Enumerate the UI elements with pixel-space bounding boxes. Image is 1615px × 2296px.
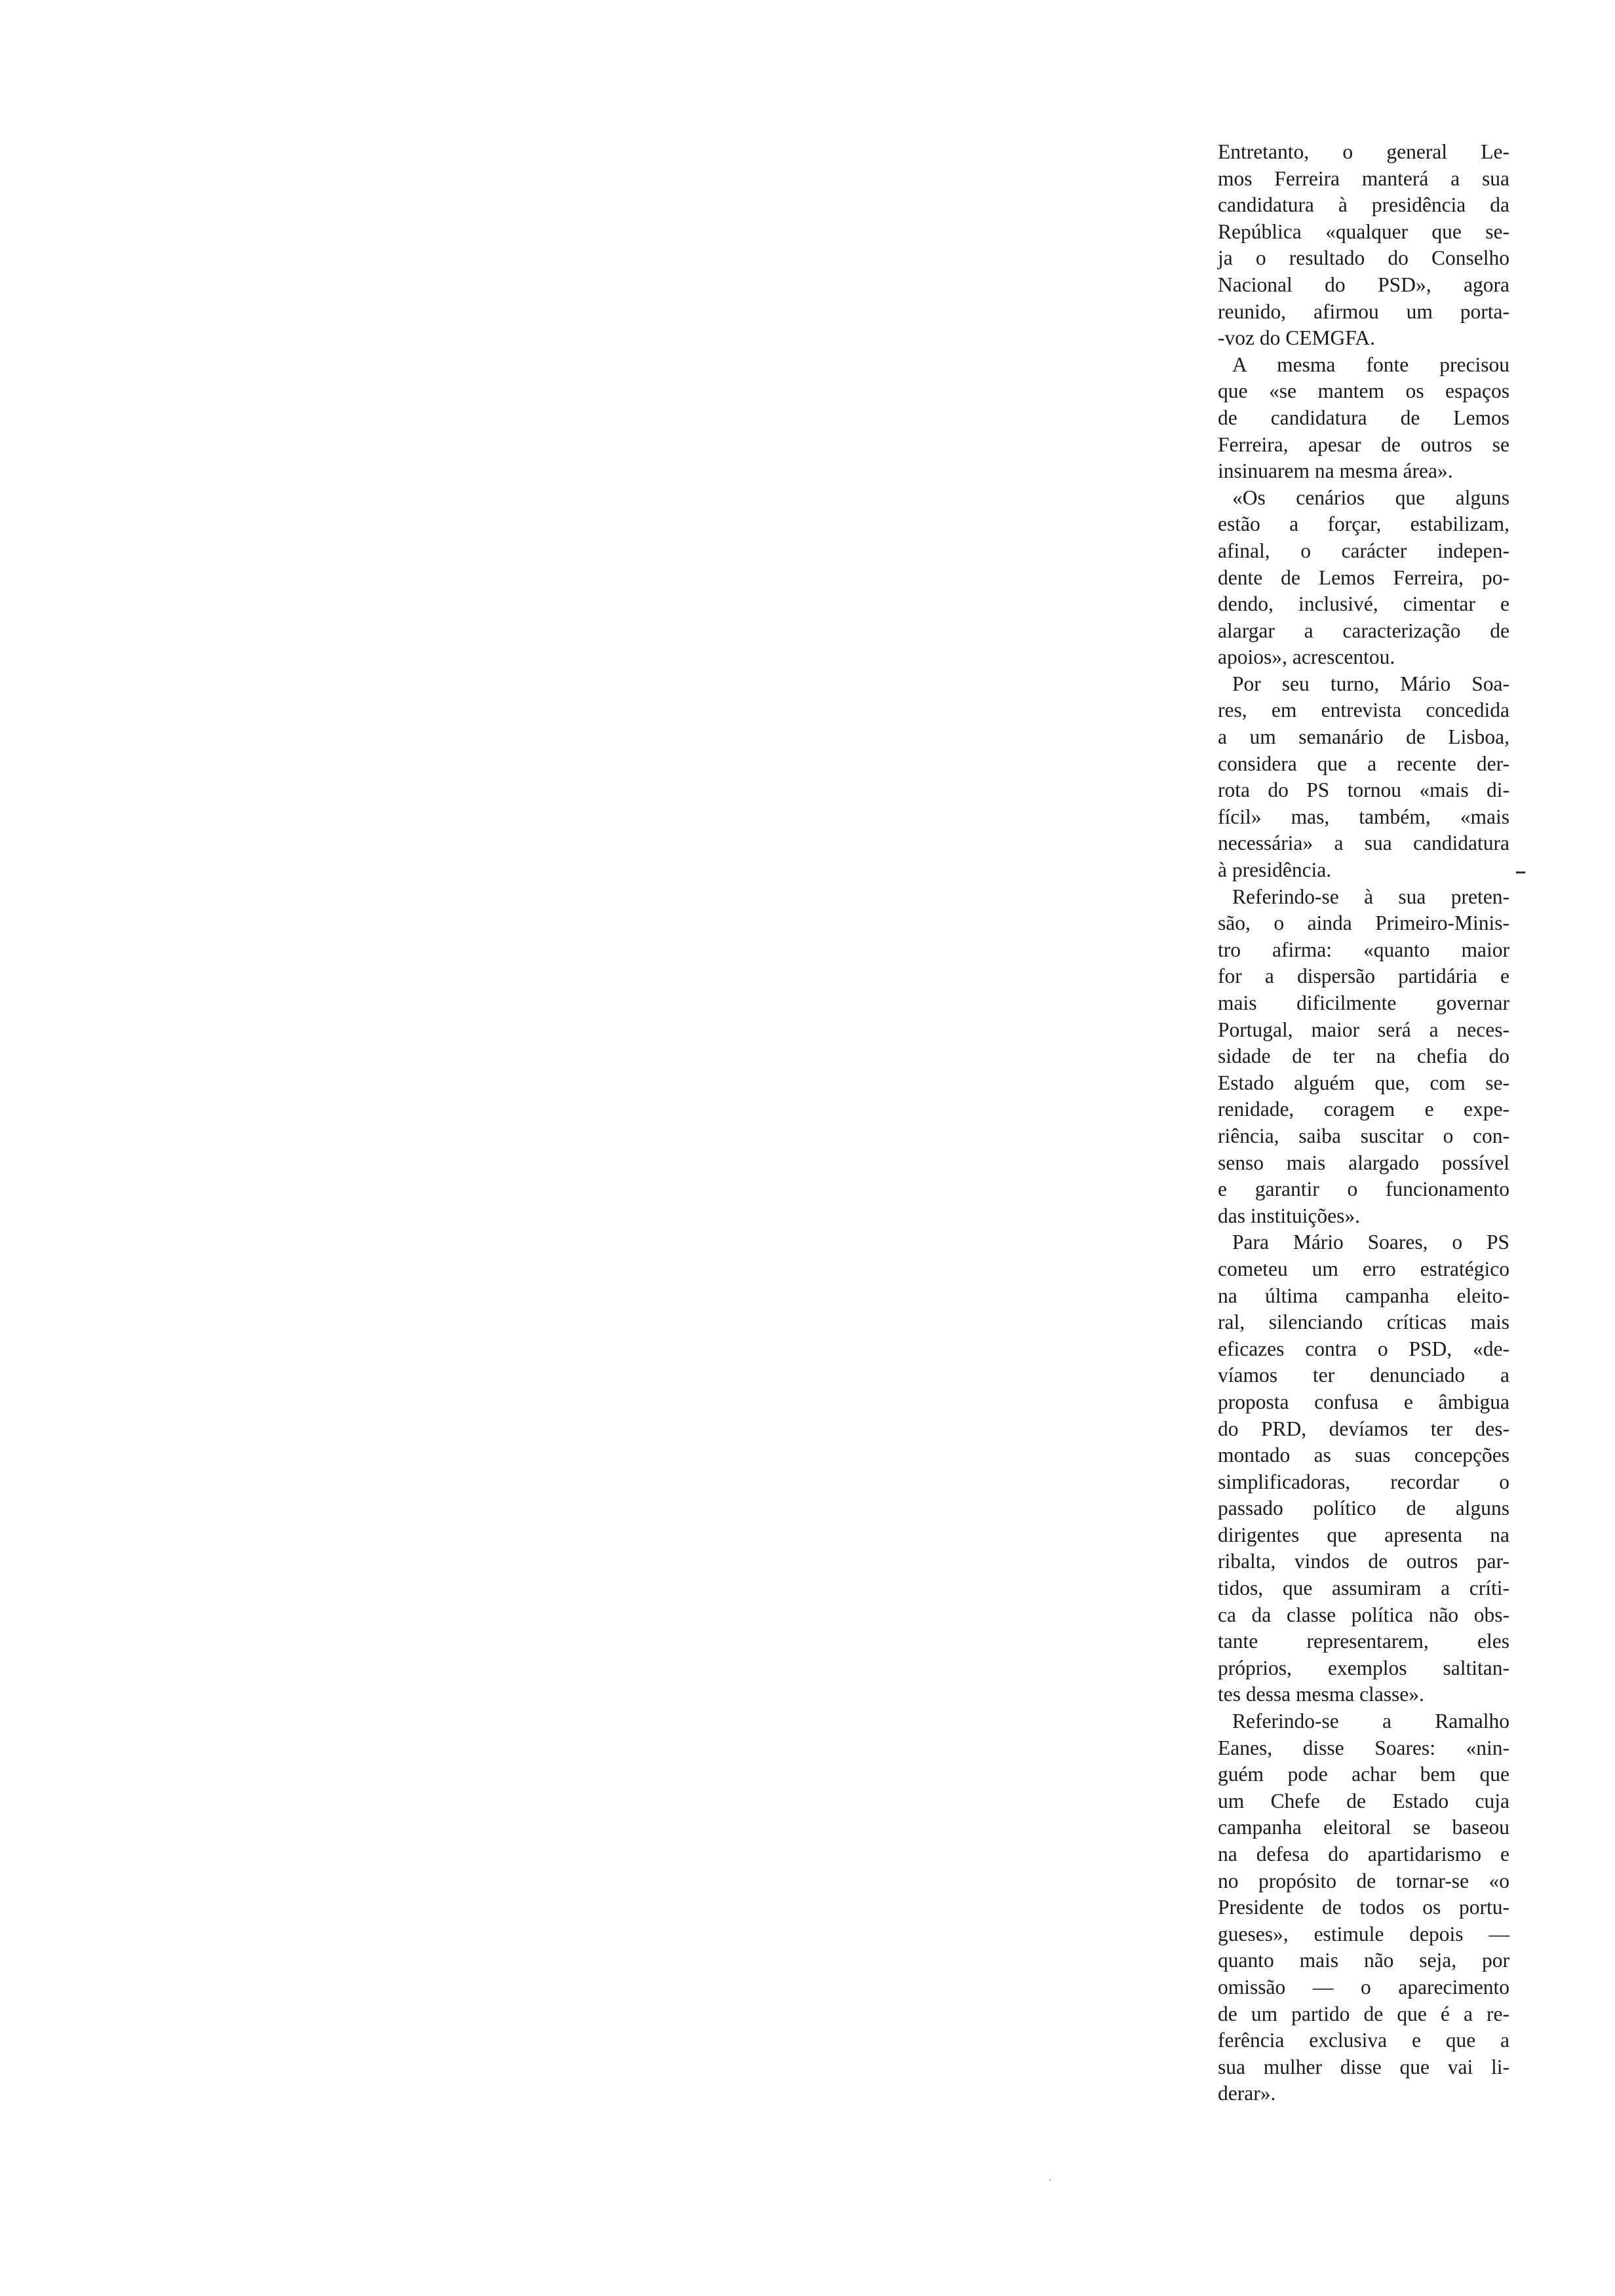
text-line: guém pode achar bem que [1218, 1763, 1509, 1786]
text-line: Referindo-se à sua preten- [1232, 885, 1509, 908]
text-line: passado político de alguns [1218, 1497, 1509, 1520]
text-line: mos Ferreira manterá a sua [1218, 166, 1509, 190]
article-paragraph [1218, 352, 1509, 485]
text-line: ferência exclusiva e que a [1218, 2029, 1509, 2052]
text-line: A mesma fonte precisou [1232, 353, 1509, 376]
article-paragraph [1218, 884, 1509, 1230]
text-line: senso mais alargado possível [1218, 1151, 1509, 1174]
text-line: e garantir o funcionamento [1218, 1177, 1509, 1201]
text-line: renidade, coragem e expe- [1218, 1098, 1509, 1121]
text-line: víamos ter denunciado a [1218, 1364, 1509, 1387]
text-line: que «se mantem os espaços [1218, 379, 1509, 403]
text-line: dirigentes que apresenta na [1218, 1523, 1509, 1546]
article-column [1218, 139, 1509, 2107]
text-line: reunido, afirmou um porta- [1218, 299, 1509, 323]
text-line: derar». [1218, 2082, 1276, 2105]
text-line: fícil» mas, também, «mais [1218, 805, 1509, 828]
text-line: -voz do CEMGFA. [1218, 326, 1376, 350]
text-line: for a dispersão partidária e [1218, 965, 1509, 988]
text-line: ral, silenciando críticas mais [1218, 1311, 1509, 1334]
margin-mark [1516, 871, 1525, 873]
text-line: Portugal, maior será a neces- [1218, 1018, 1509, 1041]
text-line: gueses», estimule depois — [1218, 1922, 1509, 1945]
text-line: de candidatura de Lemos [1218, 406, 1509, 429]
text-line: «Os cenários que alguns [1232, 486, 1509, 509]
text-line: rota do PS tornou «mais di- [1218, 778, 1509, 802]
text-line: omissão — o aparecimento [1218, 1975, 1509, 1999]
text-line: simplificadoras, recordar o [1218, 1470, 1509, 1493]
text-line: no propósito de tornar-se «o [1218, 1869, 1509, 1892]
text-line: montado as suas concepções [1218, 1444, 1509, 1467]
text-line: campanha eleitoral se baseou [1218, 1816, 1509, 1839]
text-line: res, em entrevista concedida [1218, 698, 1509, 722]
text-line: próprios, exemplos saltitan- [1218, 1656, 1509, 1679]
text-line: tro afirma: «quanto maior [1218, 938, 1509, 961]
text-line: à presidência. [1218, 858, 1332, 882]
text-line: Para Mário Soares, o PS [1232, 1231, 1509, 1254]
text-line: Nacional do PSD», agora [1218, 273, 1509, 296]
text-line: Eanes, disse Soares: «nin- [1218, 1736, 1509, 1759]
text-line: eficazes contra o PSD, «de- [1218, 1337, 1509, 1360]
text-line: República «qualquer que se- [1218, 220, 1509, 243]
text-line: estão a forçar, estabilizam, [1218, 512, 1509, 536]
text-line: mais dificilmente governar [1218, 991, 1509, 1014]
text-line: Por seu turno, Mário Soa- [1232, 672, 1509, 695]
text-line: quanto mais não seja, por [1218, 1949, 1509, 1972]
text-line: ja o resultado do Conselho [1218, 246, 1509, 270]
text-line: apoios», acrescentou. [1218, 645, 1395, 669]
text-line: na última campanha eleito- [1218, 1284, 1509, 1307]
article-paragraph [1218, 139, 1509, 352]
text-line: na defesa do apartidarismo e [1218, 1843, 1509, 1866]
text-line: sua mulher disse que vai li- [1218, 2055, 1509, 2078]
text-line: Referindo-se a Ramalho [1232, 1710, 1509, 1733]
text-line: a um semanário de Lisboa, [1218, 725, 1509, 749]
text-line: tes dessa mesma classe». [1218, 1683, 1424, 1706]
text-line: do PRD, devíamos ter des- [1218, 1417, 1509, 1440]
text-line: ca da classe política não obs- [1218, 1603, 1509, 1626]
text-line: Presidente de todos os portu- [1218, 1896, 1509, 1919]
text-line: Entretanto, o general Le- [1218, 140, 1509, 163]
text-line: das instituições». [1218, 1204, 1360, 1227]
article-paragraph [1218, 1708, 1509, 2107]
text-line: riência, saiba suscitar o con- [1218, 1124, 1509, 1147]
text-line: sidade de ter na chefia do [1218, 1044, 1509, 1068]
article-paragraph [1218, 1229, 1509, 1708]
text-line: tidos, que assumiram a críti- [1218, 1577, 1509, 1600]
text-line: considera que a recente der- [1218, 752, 1509, 775]
text-line: necessária» a sua candidatura [1218, 832, 1509, 855]
text-line: afinal, o carácter indepen- [1218, 539, 1509, 562]
text-line: um Chefe de Estado cuja [1218, 1789, 1509, 1812]
article-paragraph [1218, 671, 1509, 884]
text-line: proposta confusa e âmbigua [1218, 1390, 1509, 1413]
text-line: são, o ainda Primeiro-Minis- [1218, 911, 1509, 935]
text-line: de um partido de que é a re- [1218, 2002, 1509, 2025]
text-line: Estado alguém que, com se- [1218, 1071, 1509, 1094]
text-line: Ferreira, apesar de outros se [1218, 432, 1509, 456]
scan-speck [1049, 2179, 1051, 2181]
text-line: tante representarem, eles [1218, 1630, 1509, 1653]
text-line: candidatura à presidência da [1218, 193, 1509, 217]
text-line: dente de Lemos Ferreira, po- [1218, 565, 1509, 589]
text-line: alargar a caracterização de [1218, 619, 1509, 642]
text-line: insinuarem na mesma área». [1218, 459, 1453, 483]
article-paragraph [1218, 485, 1509, 671]
text-line: dendo, inclusivé, cimentar e [1218, 592, 1509, 616]
text-line: cometeu um erro estratégico [1218, 1257, 1509, 1280]
text-line: ribalta, vindos de outros par- [1218, 1550, 1509, 1573]
